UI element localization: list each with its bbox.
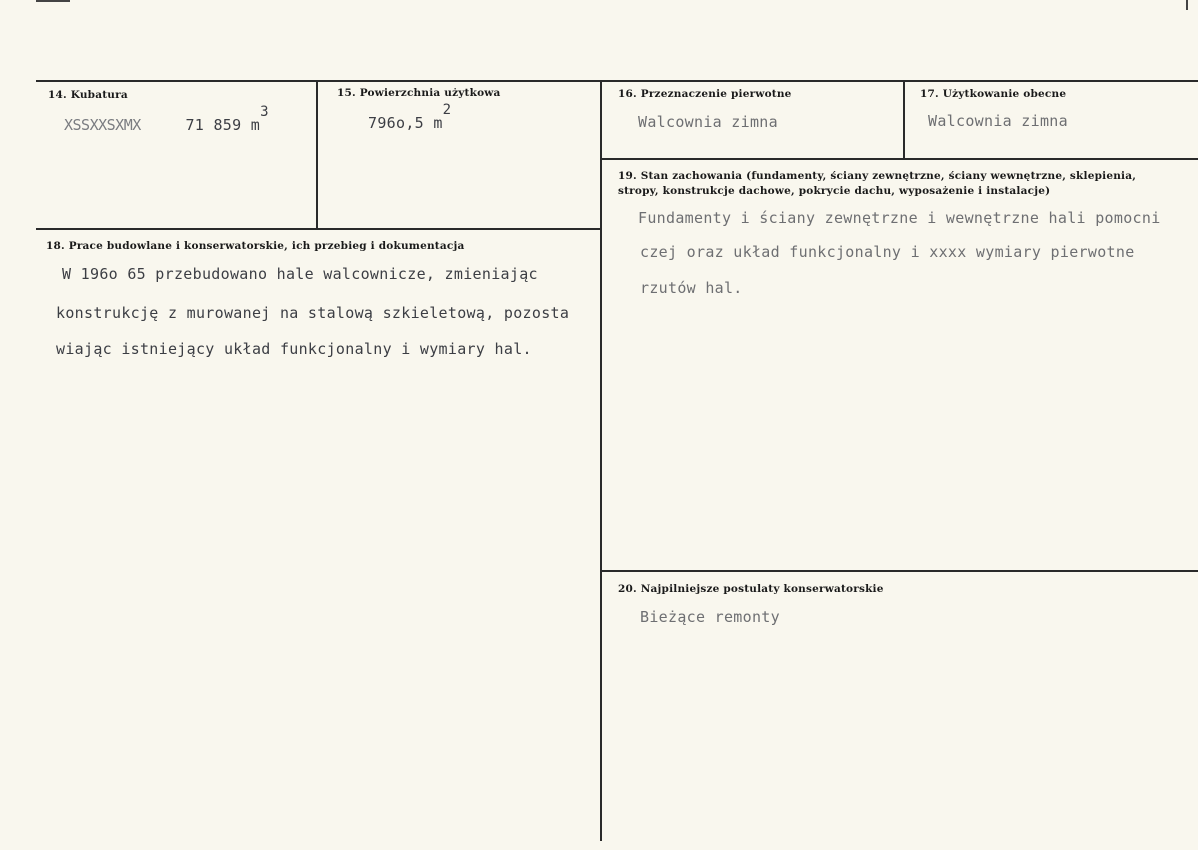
prace-label: 18. Prace budowlane i konserwatorskie, ich przebieg i dokumentacja <box>46 240 465 252</box>
kubatura-value <box>64 104 269 134</box>
przeznaczenie-value: Walcownia zimna <box>638 113 778 131</box>
rule-top <box>36 80 1198 82</box>
stan-label: 19. Stan zachowania (fundamenty, ściany zewnętrzne, ściany wewnętrzne, sklepienia, stropy, konstrukcje dachowe, pokrycie dachu, wyposażenie i instalacje) <box>618 170 1137 197</box>
rule-left-upper-bottom <box>36 228 602 230</box>
powierzchnia-number: 796o,5 m <box>368 114 443 132</box>
top-edge-mark-left <box>36 0 70 2</box>
prace-line-3: wiając istniejący układ funkcjonalny i wymiary hal. <box>56 340 532 358</box>
powierzchnia-label: 15. Powierzchnia użytkowa <box>337 87 501 99</box>
kubatura-number: 71 859 m <box>185 116 261 134</box>
kubatura-struck-text: XSSXXSXMX <box>64 116 141 134</box>
prace-line-1: W 196o 65 przebudowano hale walcownicze, zmieniając <box>62 265 538 283</box>
kubatura-exponent: 3 <box>260 104 269 120</box>
powierzchnia-value <box>368 102 452 132</box>
divider-center <box>600 81 602 841</box>
uzytkowanie-label: 17. Użytkowanie obecne <box>920 88 1067 100</box>
uzytkowanie-value: Walcownia zimna <box>928 112 1068 130</box>
divider-15 <box>316 81 318 229</box>
top-edge-mark-right <box>1186 0 1188 10</box>
rule-right-middle <box>602 570 1198 572</box>
stan-line-2: czej oraz układ funkcjonalny i xxxx wymiary pierwotne <box>640 243 1135 261</box>
rule-right-upper-bottom <box>602 158 1198 160</box>
przeznaczenie-label: 16. Przeznaczenie pierwotne <box>618 88 792 100</box>
postulaty-value: Bieżące remonty <box>640 608 780 626</box>
powierzchnia-exponent: 2 <box>442 102 452 118</box>
kubatura-label: 14. Kubatura <box>48 89 128 101</box>
postulaty-label: 20. Najpilniejsze postulaty konserwatorskie <box>618 583 884 595</box>
prace-line-2: konstrukcję z murowanej na stalową szkieletową, pozosta <box>56 304 570 322</box>
stan-line-1: Fundamenty i ściany zewnętrzne i wewnętrzne hali pomocni <box>638 209 1161 227</box>
stan-line-3: rzutów hal. <box>640 279 743 297</box>
divider-17 <box>903 81 905 159</box>
